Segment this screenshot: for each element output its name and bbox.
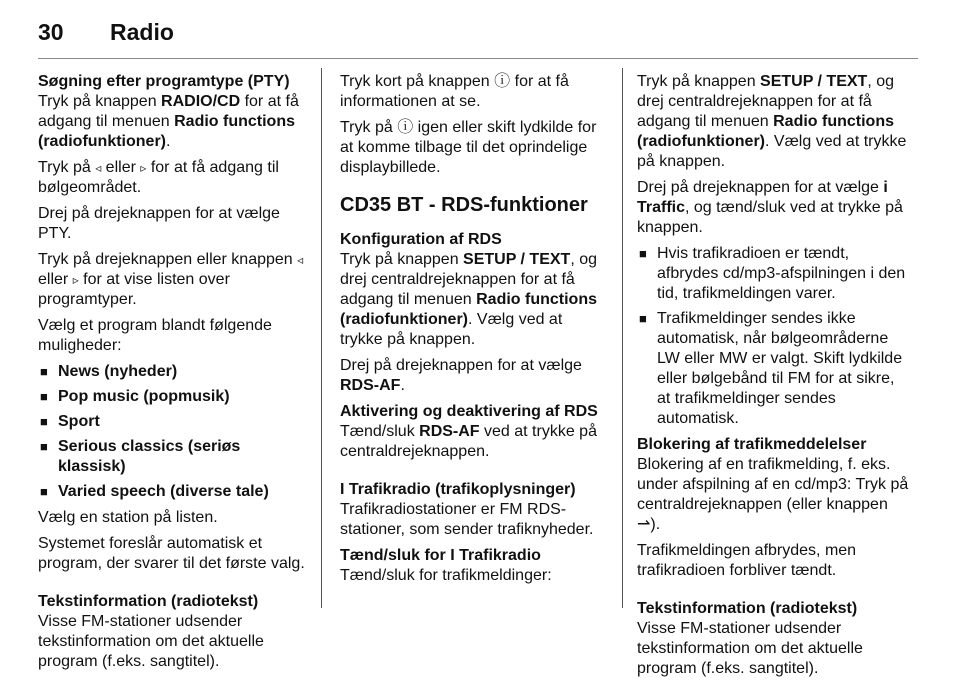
button-name: SETUP / TEXT bbox=[760, 73, 868, 90]
text: Drej på drejeknappen for at vælge bbox=[340, 357, 582, 374]
column-divider-2 bbox=[622, 68, 623, 608]
text: Tryk på bbox=[38, 159, 96, 176]
text: Tryk kort på knappen bbox=[340, 73, 495, 90]
paragraph: Tænd/sluk for trafikmeldinger: bbox=[340, 567, 552, 584]
menu-name: Radio functions (radiofunktioner) bbox=[340, 291, 597, 328]
list-item bbox=[38, 412, 308, 432]
option-name: i Traffic bbox=[637, 179, 888, 216]
text: eller bbox=[38, 271, 73, 288]
paragraph: Visse FM-stationer udsender tekstinformation om det aktuelle program (f.eks. sangtitel). bbox=[637, 620, 863, 677]
page-title: Radio bbox=[110, 19, 174, 45]
bullet-icon: ■ bbox=[639, 246, 647, 261]
list-item-label: News (nyheder) bbox=[58, 363, 178, 380]
text: Drej på drejeknappen for at vælge bbox=[637, 179, 884, 196]
text: Tryk på drejeknappen eller knappen bbox=[38, 251, 298, 268]
option-name: RDS-AF bbox=[419, 423, 480, 440]
paragraph bbox=[38, 158, 308, 198]
paragraph bbox=[340, 422, 608, 462]
section-heading-traffic: I Trafikradio (trafikoplysninger) bbox=[340, 481, 576, 498]
button-name: SETUP / TEXT bbox=[463, 251, 571, 268]
header-divider bbox=[38, 58, 918, 59]
list-item bbox=[38, 362, 308, 382]
page-header bbox=[38, 14, 918, 54]
bullet-icon: ■ bbox=[40, 389, 48, 404]
list-item-label: Serious classics (seriøs klassisk) bbox=[58, 438, 241, 475]
button-name: RADIO/CD bbox=[161, 93, 241, 110]
paragraph bbox=[340, 72, 608, 112]
paragraph: Systemet foreslår automatisk et program, der svarer til det første valg. bbox=[38, 535, 305, 572]
column-divider-1 bbox=[321, 68, 322, 608]
traffic-notes-list bbox=[637, 244, 909, 429]
text: for at få informationen at se. bbox=[340, 73, 569, 110]
list-item-label: Pop music (popmusik) bbox=[58, 388, 230, 405]
text: . bbox=[400, 377, 405, 394]
text: Tryk på knappen bbox=[38, 93, 162, 110]
text: , og tænd/sluk ved at trykke på knappen. bbox=[637, 199, 903, 236]
paragraph: Trafikmeldingen afbrydes, men trafikradioen forbliver tændt. bbox=[637, 542, 857, 579]
text: eller bbox=[101, 159, 141, 176]
list-item bbox=[38, 482, 308, 502]
menu-name: Radio functions (radiofunktioner) bbox=[38, 113, 295, 150]
list-item bbox=[38, 387, 308, 407]
page-number: 30 bbox=[38, 19, 64, 45]
section-heading-pty: Søgning efter programtype (PTY) bbox=[38, 73, 290, 90]
section-heading-radiotext: Tekstinformation (radiotekst) bbox=[38, 593, 259, 610]
text: for at vise listen over programtyper. bbox=[38, 271, 230, 308]
skip-icon: ⇀ bbox=[637, 516, 651, 533]
right-arrow-icon: ▹ bbox=[72, 273, 79, 287]
text: . Vælg ved at trykke på knappen. bbox=[340, 311, 563, 348]
text: for at få adgang til bølgeområdet. bbox=[38, 159, 279, 196]
list-item-label: Trafikmeldinger sendes ikke automatisk, når bølgeområderne LW eller MW er valgt. Skift lydkilde eller bølgebånd til FM for at sikre, at trafikmeldinger sendes automatisk. bbox=[657, 310, 903, 427]
text: Tryk på bbox=[340, 119, 398, 136]
paragraph: Visse FM-stationer udsender tekstinformation om det aktuelle program (f.eks. sangtitel). bbox=[38, 613, 264, 670]
paragraph bbox=[38, 250, 308, 310]
column-3 bbox=[637, 72, 909, 685]
list-item-label: Sport bbox=[58, 413, 100, 430]
bullet-icon: ■ bbox=[639, 311, 647, 326]
bullet-icon: ■ bbox=[40, 484, 48, 499]
text: Tryk på knappen bbox=[637, 73, 761, 90]
section-heading-block: Blokering af trafikmeddelelser bbox=[637, 436, 867, 453]
paragraph bbox=[340, 118, 608, 178]
section-heading-radiotext: Tekstinformation (radiotekst) bbox=[637, 600, 858, 617]
list-item bbox=[637, 244, 909, 304]
text: Tryk på knappen bbox=[340, 251, 464, 268]
list-item-label: Hvis trafikradioen er tændt, afbrydes cd/mp3-afspilningen i den tid, trafikmeldingen varer. bbox=[657, 245, 906, 302]
text: Blokering af en trafikmelding, f. eks. under afspilning af en cd/mp3: Tryk på centraldrejeknappen (eller knappen bbox=[637, 456, 909, 513]
paragraph bbox=[637, 72, 909, 172]
paragraph: Vælg en station på listen. bbox=[38, 509, 218, 526]
text: . Vælg ved at trykke på knappen. bbox=[637, 133, 907, 170]
paragraph: Vælg et program blandt følgende muligheder: bbox=[38, 317, 272, 354]
paragraph: Drej på drejeknappen for at vælge PTY. bbox=[38, 205, 280, 242]
info-icon: ⓘ bbox=[397, 119, 414, 136]
left-arrow-icon: ◃ bbox=[297, 253, 304, 267]
column-2 bbox=[340, 72, 608, 592]
paragraph bbox=[340, 250, 608, 350]
bullet-icon: ■ bbox=[40, 439, 48, 454]
option-name: RDS-AF bbox=[340, 377, 401, 394]
text: . bbox=[166, 133, 171, 150]
list-item-label: Varied speech (diverse tale) bbox=[58, 483, 269, 500]
text: Tænd/sluk bbox=[340, 423, 420, 440]
section-heading-config: Konfiguration af RDS bbox=[340, 231, 502, 248]
left-arrow-icon: ◃ bbox=[95, 161, 102, 175]
paragraph bbox=[38, 92, 308, 152]
text: ved at trykke på centraldrejeknappen. bbox=[340, 423, 597, 460]
text: , og drej centraldrejeknappen for at få adgang til menuen bbox=[340, 251, 597, 308]
list-item bbox=[637, 309, 909, 429]
text: igen eller skift lydkilde for at komme tilbage til det oprindelige displaybillede. bbox=[340, 119, 597, 176]
program-list bbox=[38, 362, 308, 502]
main-section-heading: CD35 BT - RDS-funktioner bbox=[340, 194, 588, 216]
paragraph bbox=[340, 356, 608, 396]
paragraph: Trafikradiostationer er FM RDS-stationer, som sender trafiknyheder. bbox=[340, 501, 594, 538]
text: ). bbox=[650, 516, 661, 533]
section-heading-traffic-onoff: Tænd/sluk for I Trafikradio bbox=[340, 547, 541, 564]
info-icon: ⓘ bbox=[494, 73, 511, 90]
section-heading-activation: Aktivering og deaktivering af RDS bbox=[340, 403, 598, 420]
column-1 bbox=[38, 72, 308, 678]
paragraph bbox=[637, 455, 909, 535]
paragraph bbox=[637, 178, 909, 238]
bullet-icon: ■ bbox=[40, 414, 48, 429]
right-arrow-icon: ▹ bbox=[140, 161, 147, 175]
bullet-icon: ■ bbox=[40, 364, 48, 379]
menu-name: Radio functions (radiofunktioner) bbox=[637, 113, 894, 150]
text: , og drej centraldrejeknappen for at få adgang til menuen bbox=[637, 73, 894, 130]
list-item bbox=[38, 437, 308, 477]
text: for at få adgang til menuen bbox=[38, 93, 299, 130]
